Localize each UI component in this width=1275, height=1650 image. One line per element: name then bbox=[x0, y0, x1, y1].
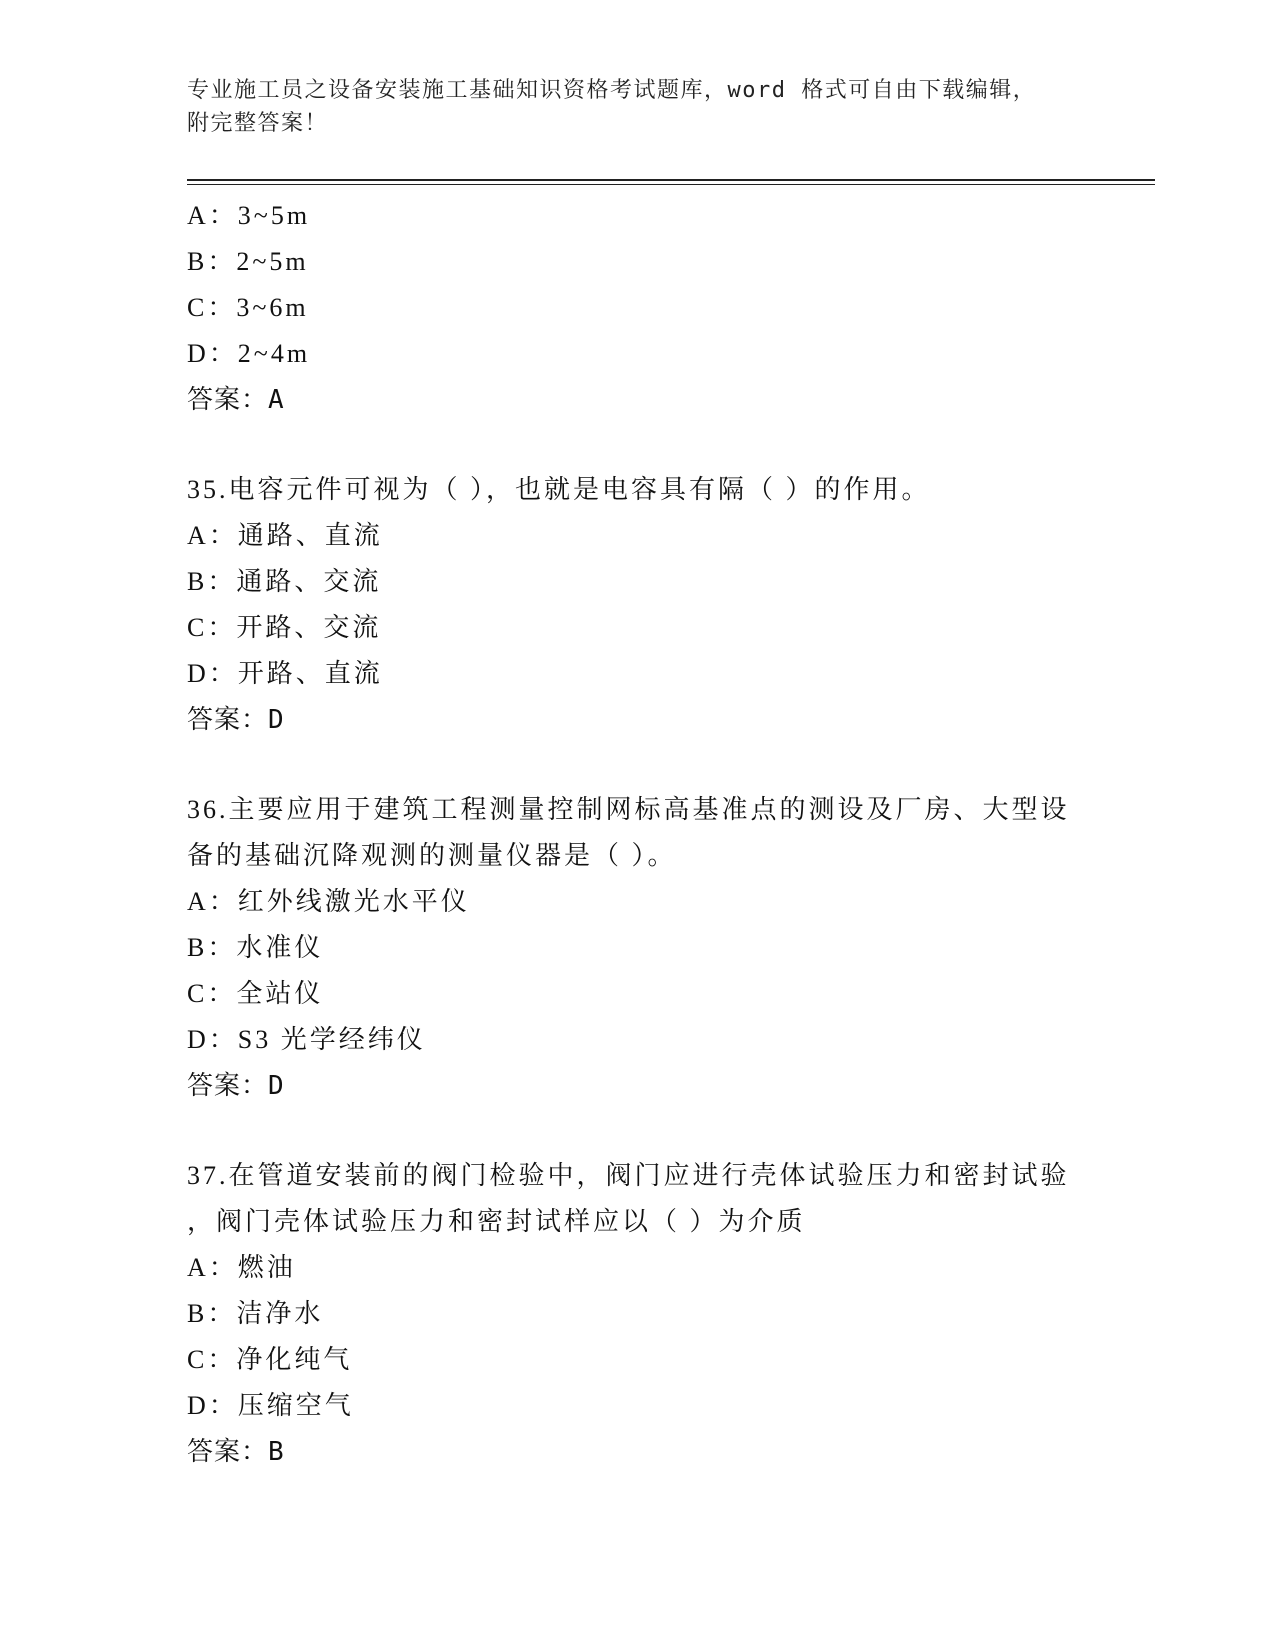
option-c: C：开路、交流 bbox=[187, 613, 382, 642]
option-b: B：2~5m bbox=[187, 247, 309, 276]
question-text: 35.电容元件可视为（ ），也就是电容具有隔（ ）的作用。 bbox=[187, 475, 931, 504]
question-text-line-1: 36.主要应用于建筑工程测量控制网标高基准点的测设及厂房、大型设 bbox=[187, 795, 1070, 824]
question-text-line-2: ，阀门壳体试验压力和密封试样应以（ ）为介质 bbox=[187, 1207, 806, 1236]
answer-line: 答案：D bbox=[187, 705, 285, 735]
question-text-line-1: 37.在管道安装前的阀门检验中，阀门应进行壳体试验压力和密封试验 bbox=[187, 1161, 1070, 1190]
header-line-1: 专业施工员之设备安装施工基础知识资格考试题库，word 格式可自由下载编辑， bbox=[187, 78, 1037, 103]
option-d: D：S3 光学经纬仪 bbox=[187, 1025, 426, 1054]
header-divider-thin bbox=[187, 184, 1155, 185]
question-list bbox=[187, 193, 1087, 1475]
option-a: A：红外线激光水平仪 bbox=[187, 887, 470, 916]
option-d: D：压缩空气 bbox=[187, 1391, 354, 1420]
option-a: A：通路、直流 bbox=[187, 521, 383, 550]
option-b: B：洁净水 bbox=[187, 1299, 324, 1328]
option-b: B：水准仪 bbox=[187, 933, 324, 962]
header-divider-thick bbox=[187, 179, 1155, 181]
option-d: D：开路、直流 bbox=[187, 659, 383, 688]
option-b: B：通路、交流 bbox=[187, 567, 382, 596]
option-a: A：3~5m bbox=[187, 201, 311, 230]
question-text-line-2: 备的基础沉降观测的测量仪器是（ ）。 bbox=[187, 841, 677, 870]
option-a: A：燃油 bbox=[187, 1253, 296, 1282]
option-d: D：2~4m bbox=[187, 339, 311, 368]
answer-line: 答案：B bbox=[187, 1437, 285, 1467]
document-header bbox=[187, 74, 1087, 140]
question-37 bbox=[187, 1153, 1087, 1475]
answer-line: 答案：A bbox=[187, 385, 285, 415]
option-c: C：净化纯气 bbox=[187, 1345, 353, 1374]
question-35 bbox=[187, 467, 1087, 743]
question-36 bbox=[187, 787, 1087, 1109]
option-c: C：全站仪 bbox=[187, 979, 324, 1008]
option-c: C：3~6m bbox=[187, 293, 309, 322]
question-34 bbox=[187, 193, 1087, 423]
header-line-2: 附完整答案！ bbox=[187, 111, 329, 136]
answer-line: 答案：D bbox=[187, 1071, 285, 1101]
